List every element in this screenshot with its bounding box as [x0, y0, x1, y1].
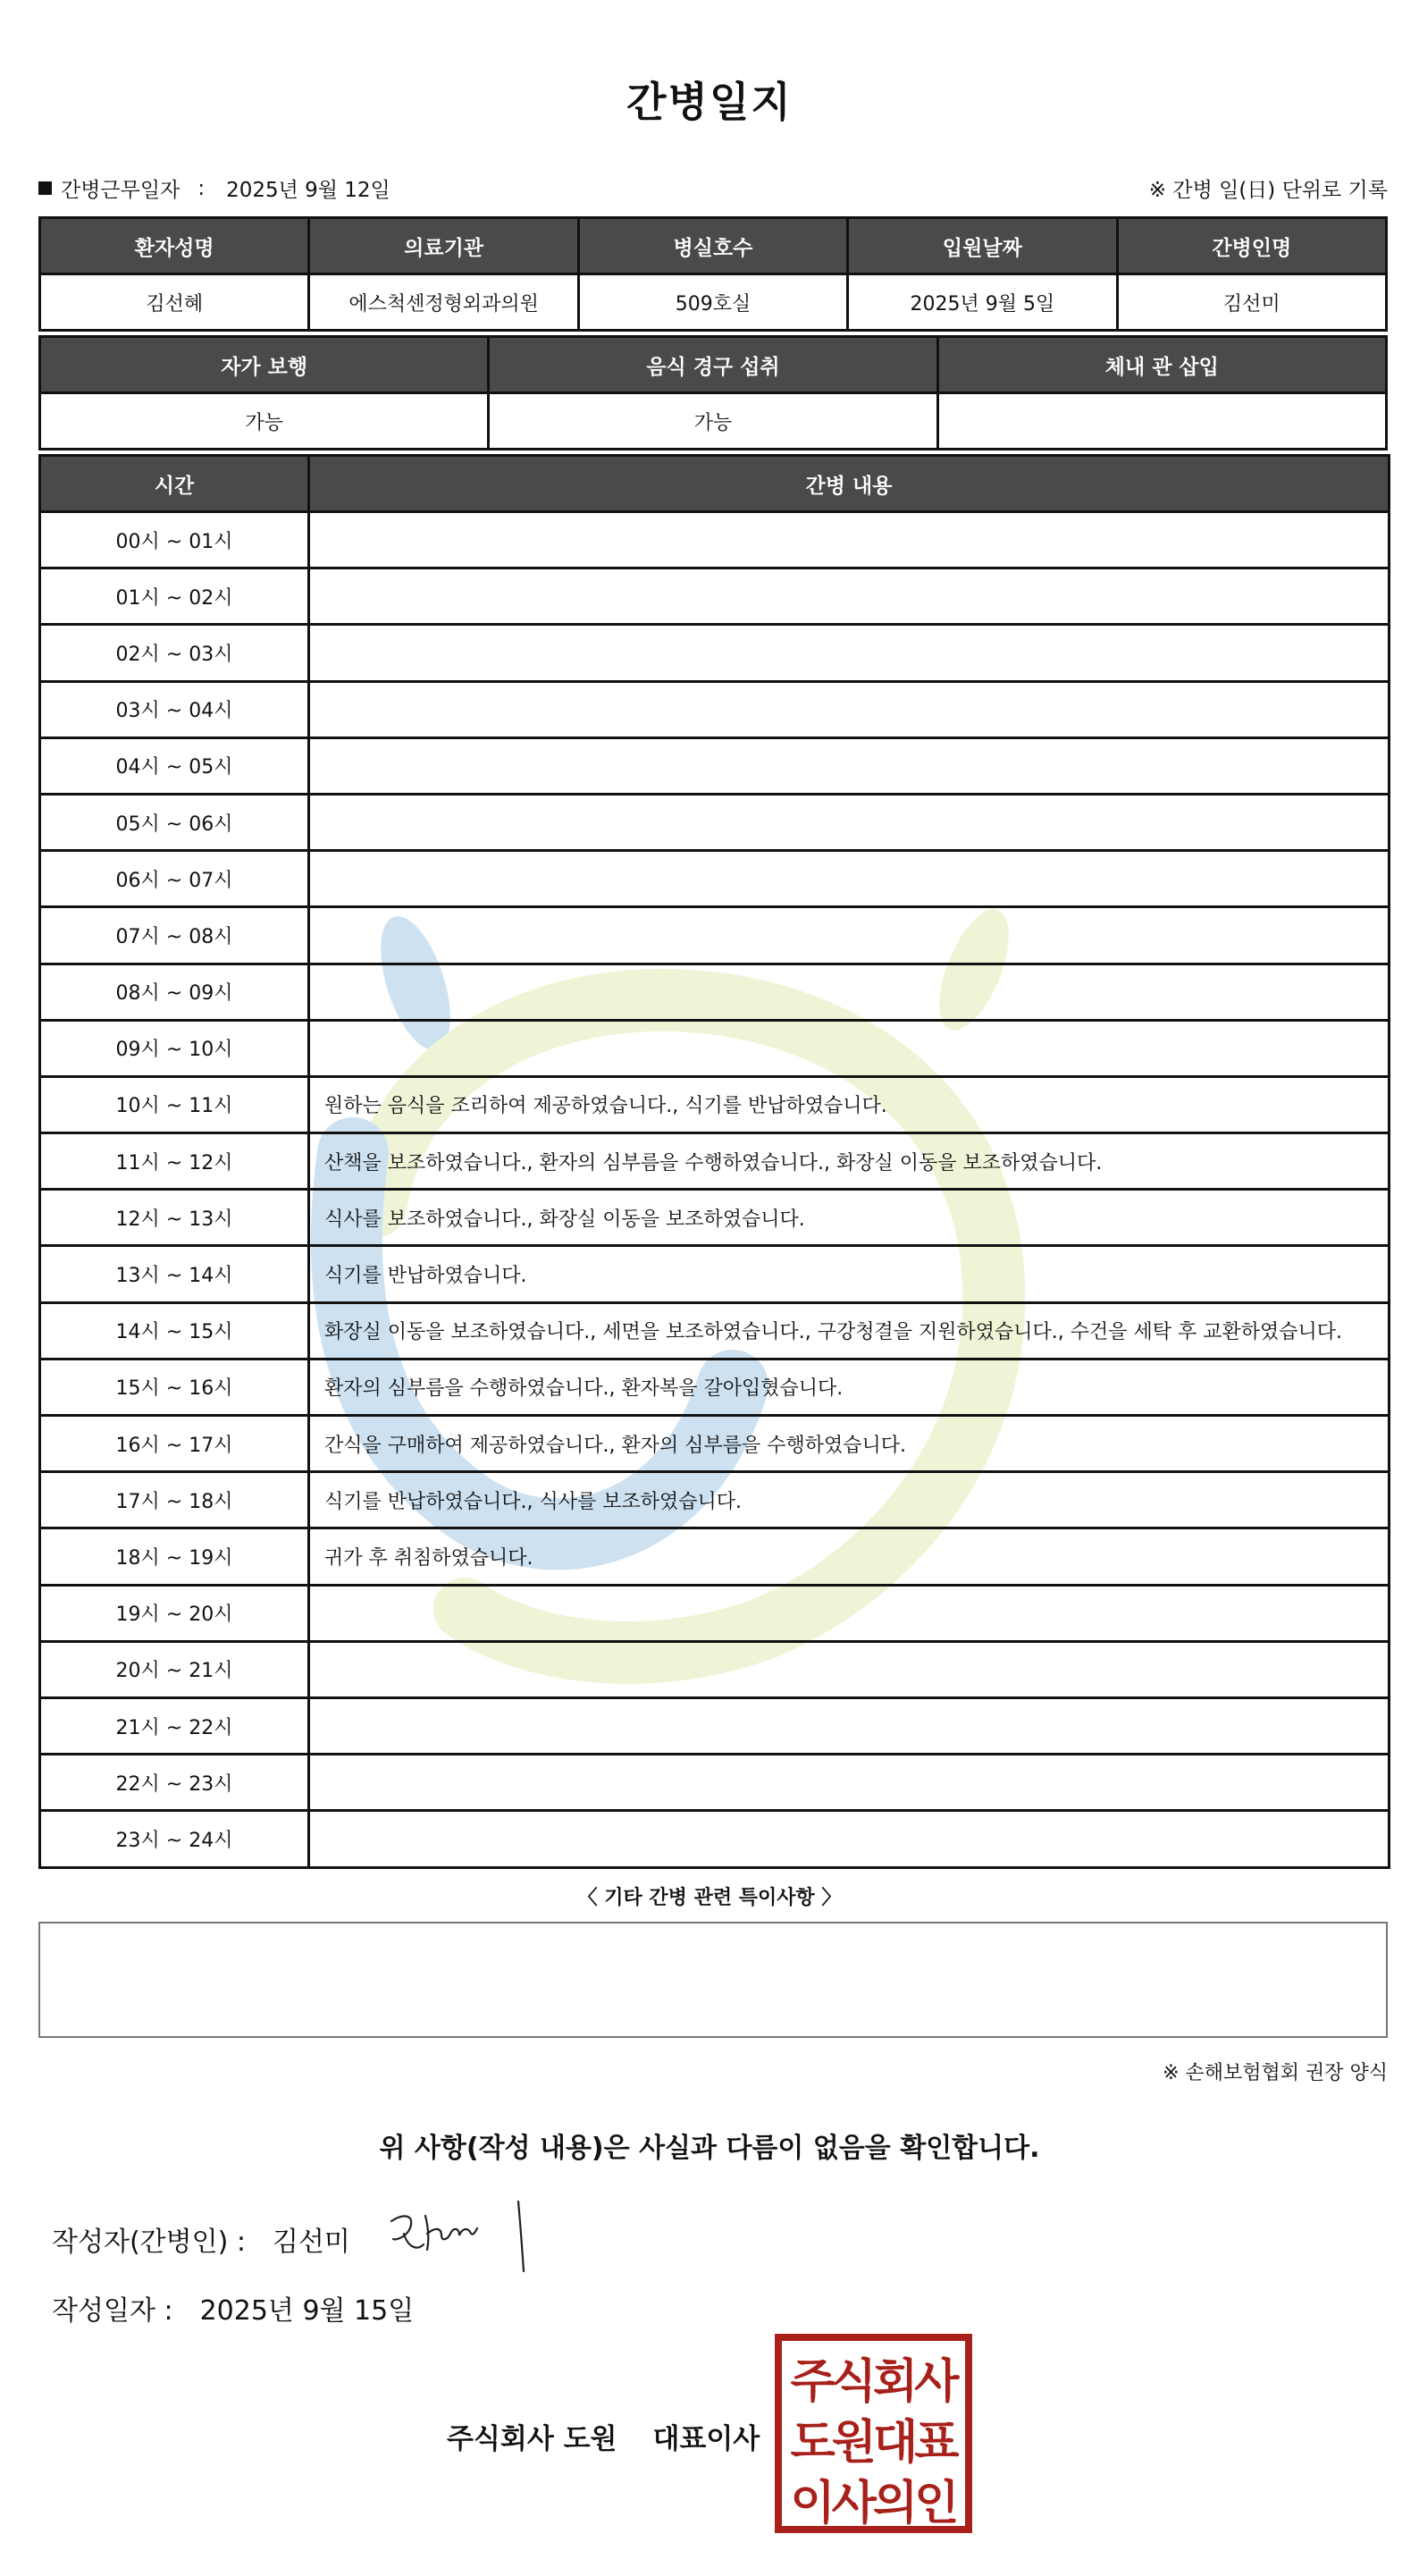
care-log-time: 16시 ~ 17시 [40, 1416, 309, 1472]
care-log-row [40, 568, 1390, 625]
care-log-time: 19시 ~ 20시 [40, 1585, 309, 1641]
patient-info-header-row [40, 218, 1387, 274]
care-log-time: 05시 ~ 06시 [40, 794, 309, 850]
care-log-time: 06시 ~ 07시 [40, 851, 309, 907]
svg-text:주식회사: 주식회사 [790, 2355, 956, 2409]
care-log-time: 01시 ~ 02시 [40, 568, 309, 625]
care-log-content [309, 1755, 1390, 1811]
care-log-row [40, 681, 1390, 737]
status-value-row [40, 393, 1387, 450]
care-log-content [309, 512, 1390, 568]
care-log-time: 17시 ~ 18시 [40, 1472, 309, 1528]
care-log-row [40, 512, 1390, 568]
care-log-row [40, 737, 1390, 794]
care-log-row [40, 1416, 1390, 1472]
care-log-content [309, 1641, 1390, 1697]
care-log-content [309, 794, 1390, 850]
care-log-time: 10시 ~ 11시 [40, 1076, 309, 1132]
care-log-row [40, 1811, 1390, 1867]
care-log-time: 11시 ~ 12시 [40, 1133, 309, 1190]
care-log-content: 식사를 보조하였습니다., 화장실 이동을 보조하였습니다. [309, 1190, 1390, 1246]
header-time: 시간 [40, 456, 309, 512]
care-log-content [309, 907, 1390, 964]
care-log-content [309, 568, 1390, 625]
header-tube-insertion: 체내 관 삽입 [937, 337, 1386, 393]
remarks-box [38, 1922, 1388, 2038]
care-log-time: 18시 ~ 19시 [40, 1528, 309, 1585]
care-log-content: 식기를 반납하였습니다. [309, 1246, 1390, 1302]
svg-text:이사의인: 이사의인 [790, 2477, 956, 2530]
care-log-row [40, 1359, 1390, 1415]
header-care-content: 간병 내용 [309, 456, 1390, 512]
header-oral-intake: 음식 경구 섭취 [489, 337, 937, 393]
square-bullet-icon [38, 181, 52, 195]
care-log-content [309, 964, 1390, 1020]
writer-name: 김선미 [272, 2227, 350, 2258]
care-log-content: 간식을 구매하여 제공하였습니다., 환자의 심부름을 수행하였습니다. [309, 1416, 1390, 1472]
form-source-note: ※ 손해보험협회 권장 양식 [1163, 2062, 1388, 2084]
header-room: 병실호수 [578, 218, 847, 274]
company-representative-title: 대표이사 [652, 2423, 760, 2455]
work-date-value: 2025년 9월 12일 [226, 179, 390, 202]
care-log-row [40, 1472, 1390, 1528]
written-date-value: 2025년 9월 15일 [199, 2295, 415, 2327]
care-log-row [40, 1302, 1390, 1359]
care-log-time: 08시 ~ 09시 [40, 964, 309, 1020]
work-date-group [38, 173, 390, 203]
care-log-content [309, 681, 1390, 737]
care-log-time: 02시 ~ 03시 [40, 625, 309, 681]
room-value: 509호실 [578, 274, 847, 331]
care-log-time: 07시 ~ 08시 [40, 907, 309, 964]
care-log-time: 00시 ~ 01시 [40, 512, 309, 568]
care-log-row [40, 1641, 1390, 1697]
care-log-content [309, 737, 1390, 794]
admission-date-value: 2025년 9월 5일 [848, 274, 1117, 331]
care-log-content: 산책을 보조하였습니다., 환자의 심부름을 수행하였습니다., 화장실 이동을 보조하였습니다. [309, 1133, 1390, 1190]
company-name: 주식회사 도원 [447, 2423, 617, 2455]
care-log-time: 23시 ~ 24시 [40, 1811, 309, 1867]
written-date-label: 작성일자 : [52, 2295, 173, 2327]
tube-insertion-value [937, 393, 1386, 450]
hospital-value: 에스척센정형외과의원 [309, 274, 578, 331]
care-log-body [40, 512, 1390, 1868]
care-log-row [40, 964, 1390, 1020]
care-log-content: 식기를 반납하였습니다., 식사를 보조하였습니다. [309, 1472, 1390, 1528]
care-log-row [40, 1697, 1390, 1754]
writer-label: 작성자(간병인) : [52, 2227, 246, 2258]
care-log-row [40, 1246, 1390, 1302]
company-seal-stamp [774, 2333, 973, 2534]
patient-info-table [38, 216, 1388, 332]
care-log-row [40, 1585, 1390, 1641]
care-log-time: 14시 ~ 15시 [40, 1302, 309, 1359]
patient-status-table [38, 335, 1388, 450]
care-log-time: 04시 ~ 05시 [40, 737, 309, 794]
meta-row [38, 173, 1388, 206]
care-log-time: 21시 ~ 22시 [40, 1697, 309, 1754]
document-title: 간병일지 [626, 78, 793, 126]
header-caregiver: 간병인명 [1117, 218, 1386, 274]
care-log-row [40, 1020, 1390, 1076]
header-self-walking: 자가 보행 [40, 337, 489, 393]
care-log-row [40, 1076, 1390, 1132]
care-log-time: 12시 ~ 13시 [40, 1190, 309, 1246]
patient-info-value-row [40, 274, 1387, 331]
care-log-content [309, 1585, 1390, 1641]
header-patient-name: 환자성명 [40, 218, 309, 274]
care-log-content [309, 1020, 1390, 1076]
writer-line [52, 2219, 350, 2259]
care-log-content [309, 851, 1390, 907]
care-log-row [40, 1190, 1390, 1246]
care-log-row [40, 907, 1390, 964]
record-note: ※ 간병 일(日) 단위로 기록 [1148, 179, 1388, 202]
care-log-time: 09시 ~ 10시 [40, 1020, 309, 1076]
care-log-time: 15시 ~ 16시 [40, 1359, 309, 1415]
svg-text:도원대표: 도원대표 [790, 2416, 956, 2470]
work-date-separator: : [197, 176, 206, 200]
remarks-title: 〈 기타 간병 관련 특이사항 〉 [577, 1887, 842, 1909]
care-log-time: 13시 ~ 14시 [40, 1246, 309, 1302]
oral-intake-value: 가능 [489, 393, 937, 450]
care-log-content [309, 625, 1390, 681]
care-log-content [309, 1697, 1390, 1754]
care-log-content: 환자의 심부름을 수행하였습니다., 환자복을 갈아입혔습니다. [309, 1359, 1390, 1415]
confirmation-statement: 위 사항(작성 내용)은 사실과 다름이 없음을 확인합니다. [379, 2133, 1040, 2164]
care-log-time: 22시 ~ 23시 [40, 1755, 309, 1811]
self-walking-value: 가능 [40, 393, 489, 450]
company-line [447, 2416, 760, 2456]
care-log-time: 03시 ~ 04시 [40, 681, 309, 737]
caregiver-value: 김선미 [1117, 274, 1386, 331]
care-log-row [40, 625, 1390, 681]
patient-name-value: 김선혜 [40, 274, 309, 331]
header-hospital: 의료기관 [309, 218, 578, 274]
care-log-row [40, 1133, 1390, 1190]
care-log-row [40, 851, 1390, 907]
handwritten-signature [384, 2194, 545, 2275]
status-header-row [40, 337, 1387, 393]
care-log-content [309, 1811, 1390, 1867]
written-date-line [52, 2288, 414, 2328]
header-admission-date: 입원날짜 [848, 218, 1117, 274]
care-log-time: 20시 ~ 21시 [40, 1641, 309, 1697]
care-log-content: 귀가 후 취침하였습니다. [309, 1528, 1390, 1585]
care-log-row [40, 1755, 1390, 1811]
care-log-content: 화장실 이동을 보조하였습니다., 세면을 보조하였습니다., 구강청결을 지원하였습니다., 수건을 세탁 후 교환하였습니다. [309, 1302, 1390, 1359]
care-log-row [40, 1528, 1390, 1585]
care-log-row [40, 794, 1390, 850]
care-log-content: 원하는 음식을 조리하여 제공하였습니다., 식기를 반납하였습니다. [309, 1076, 1390, 1132]
work-date-label: 간병근무일자 [61, 179, 181, 202]
care-log-table [38, 454, 1390, 1869]
care-log-header-row [40, 456, 1390, 512]
